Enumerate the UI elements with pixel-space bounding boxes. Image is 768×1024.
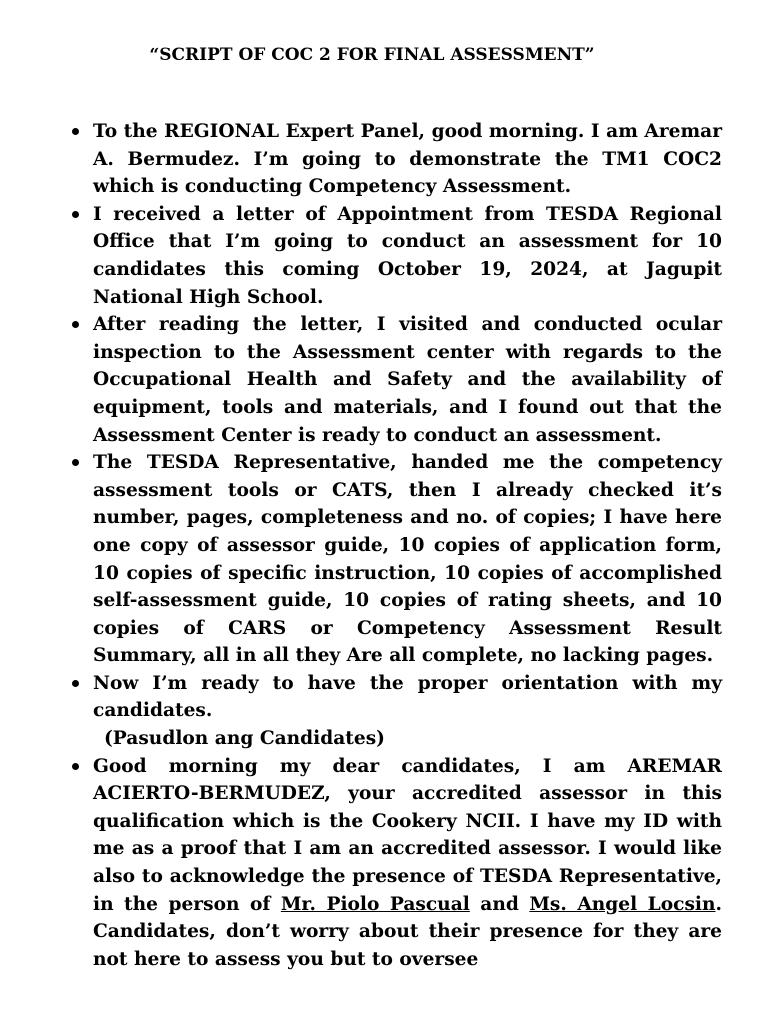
bullet-icon xyxy=(72,128,79,135)
script-list xyxy=(66,118,722,973)
item-text: I received a letter of Appointment from TESDA Regional Office that I’m going to conduct an assessment for 10 candidates this coming October 19, 2024, at Jagupit National High School. xyxy=(93,203,722,308)
list-item xyxy=(66,118,722,201)
representative-name-1: Mr. Piolo Pascual xyxy=(280,893,470,915)
list-item xyxy=(66,311,722,449)
bullet-icon xyxy=(72,459,79,466)
bullet-icon xyxy=(72,321,79,328)
bullet-icon xyxy=(72,680,79,687)
list-item xyxy=(66,449,722,670)
item-text: After reading the letter, I visited and conducted ocular inspection to the Assessment center with regards to the Occupational Health and Safety and the availability of equipment, tools and materials, and I found out that the Assessment Center is ready to conduct an assessment. xyxy=(93,314,722,446)
item-text-continued: . Candidates, don’t worry about their presence for they are not here to assess you but to oversee xyxy=(93,893,722,970)
document-title: “SCRIPT OF COC 2 FOR FINAL ASSESSMENT” xyxy=(149,45,595,65)
representative-name-2: Ms. Angel Locsin xyxy=(529,893,716,915)
item-text: The TESDA Representative, handed me the competency assessment tools or CATS, then I already checked it’s number, pages, completeness and no. of copies; I have here one copy of assessor guide, 10 copies of application form, 10 copies of specific instruction, 10 copies of accomplished self-assessment guide, 10 copies of rating sheets, and 10 copies of CARS or Competency Assessment Result Summary, all in all they Are all complete, no lacking pages. xyxy=(93,452,722,667)
item-text: Good morning my dear candidates, I am AREMAR ACIERTO-BERMUDEZ, your accredited assessor in this qualification which is the Cookery NCII. I have my ID with me as a proof that I am an accredited assessor. I would like also to acknowledge the presence of TESDA Representative, in the person of xyxy=(93,755,722,915)
stage-note: (Pasudlon ang Candidates) xyxy=(104,728,385,750)
list-item xyxy=(66,670,722,725)
list-item xyxy=(66,201,722,311)
bullet-icon xyxy=(72,211,79,218)
list-item xyxy=(66,753,722,974)
bullet-icon xyxy=(72,763,79,770)
item-text: Now I’m ready to have the proper orientation with my candidates. xyxy=(93,672,722,722)
item-text: To the REGIONAL Expert Panel, good morning. I am Aremar A. Bermudez. I’m going to demonstrate the TM1 COC2 which is conducting Competency Assessment. xyxy=(93,121,722,198)
item-text-conjunction: and xyxy=(469,893,530,915)
